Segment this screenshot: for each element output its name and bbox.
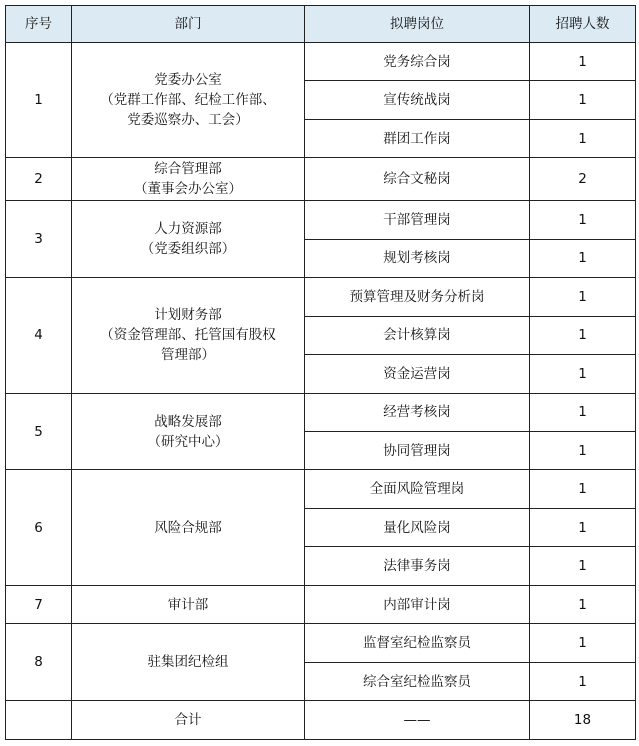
table-row	[6, 201, 636, 239]
department-line: 人力资源部	[154, 221, 222, 238]
table-row	[6, 43, 636, 81]
department-line: 综合管理部	[154, 161, 222, 178]
department-line: 风险合规部	[154, 519, 222, 536]
count-cell: 2	[530, 158, 636, 201]
position-cell: 全面风险管理岗	[305, 470, 530, 508]
total-label: 合计	[72, 701, 305, 740]
count-cell: 1	[530, 508, 636, 546]
row-number-cell: 8	[6, 624, 72, 701]
count-cell: 1	[530, 624, 636, 662]
department-cell	[72, 470, 305, 585]
department-line: 党委办公室	[154, 72, 222, 89]
table-row	[6, 624, 636, 662]
total-position-dash: ——	[305, 701, 530, 740]
department-line: （资金管理部、托管国有股权	[100, 327, 276, 344]
position-cell: 党务综合岗	[305, 43, 530, 81]
position-cell: 综合室纪检监察员	[305, 662, 530, 700]
total-row	[6, 701, 636, 740]
position-cell: 法律事务岗	[305, 547, 530, 585]
row-number-cell: 2	[6, 158, 72, 201]
position-cell: 群团工作岗	[305, 119, 530, 157]
row-number-cell: 7	[6, 585, 72, 623]
count-cell: 1	[530, 43, 636, 81]
department-cell	[72, 585, 305, 623]
position-cell: 规划考核岗	[305, 239, 530, 277]
table-body	[6, 43, 636, 740]
department-cell	[72, 278, 305, 393]
row-number-cell: 5	[6, 393, 72, 470]
total-count: 18	[530, 701, 636, 740]
row-number-cell: 6	[6, 470, 72, 585]
header-no: 序号	[6, 6, 72, 43]
position-cell: 综合文秘岗	[305, 158, 530, 201]
count-cell: 1	[530, 355, 636, 393]
position-cell: 资金运营岗	[305, 355, 530, 393]
position-cell: 会计核算岗	[305, 316, 530, 354]
row-number-cell: 4	[6, 278, 72, 393]
row-number-cell: 3	[6, 201, 72, 278]
table-row	[6, 585, 636, 623]
table-header-row	[6, 6, 636, 43]
department-line: 审计部	[167, 596, 209, 613]
department-line: 计划财务部	[154, 307, 222, 324]
table-row	[6, 158, 636, 201]
count-cell: 1	[530, 316, 636, 354]
department-line: （党委组织部）	[140, 241, 236, 258]
department-line: （研究中心）	[147, 433, 229, 450]
row-number-cell: 1	[6, 43, 72, 158]
department-cell	[72, 43, 305, 158]
department-cell	[72, 624, 305, 701]
department-line: （党群工作部、纪检工作部、	[100, 92, 276, 109]
total-number-cell	[6, 701, 72, 740]
position-cell: 干部管理岗	[305, 201, 530, 239]
table-row	[6, 278, 636, 316]
department-line: （董事会办公室）	[134, 181, 242, 198]
position-cell: 量化风险岗	[305, 508, 530, 546]
count-cell: 1	[530, 585, 636, 623]
position-cell: 宣传统战岗	[305, 81, 530, 119]
department-line: 驻集团纪检组	[147, 654, 229, 671]
header-position: 拟聘岗位	[305, 6, 530, 43]
department-line: 战略发展部	[154, 413, 222, 430]
position-cell: 预算管理及财务分析岗	[305, 278, 530, 316]
header-count: 招聘人数	[530, 6, 636, 43]
count-cell: 1	[530, 119, 636, 157]
position-cell: 协同管理岗	[305, 432, 530, 470]
position-cell: 内部审计岗	[305, 585, 530, 623]
position-cell: 监督室纪检监察员	[305, 624, 530, 662]
department-line: 管理部）	[161, 347, 215, 364]
department-cell	[72, 158, 305, 201]
count-cell: 1	[530, 662, 636, 700]
count-cell: 1	[530, 201, 636, 239]
count-cell: 1	[530, 239, 636, 277]
count-cell: 1	[530, 81, 636, 119]
count-cell: 1	[530, 278, 636, 316]
count-cell: 1	[530, 470, 636, 508]
department-cell	[72, 201, 305, 278]
count-cell: 1	[530, 547, 636, 585]
department-cell	[72, 393, 305, 470]
recruitment-table	[5, 5, 636, 740]
table-row	[6, 470, 636, 508]
header-department: 部门	[72, 6, 305, 43]
count-cell: 1	[530, 393, 636, 431]
department-line: 党委巡察办、工会）	[127, 112, 249, 129]
table-row	[6, 393, 636, 431]
position-cell: 经营考核岗	[305, 393, 530, 431]
count-cell: 1	[530, 432, 636, 470]
